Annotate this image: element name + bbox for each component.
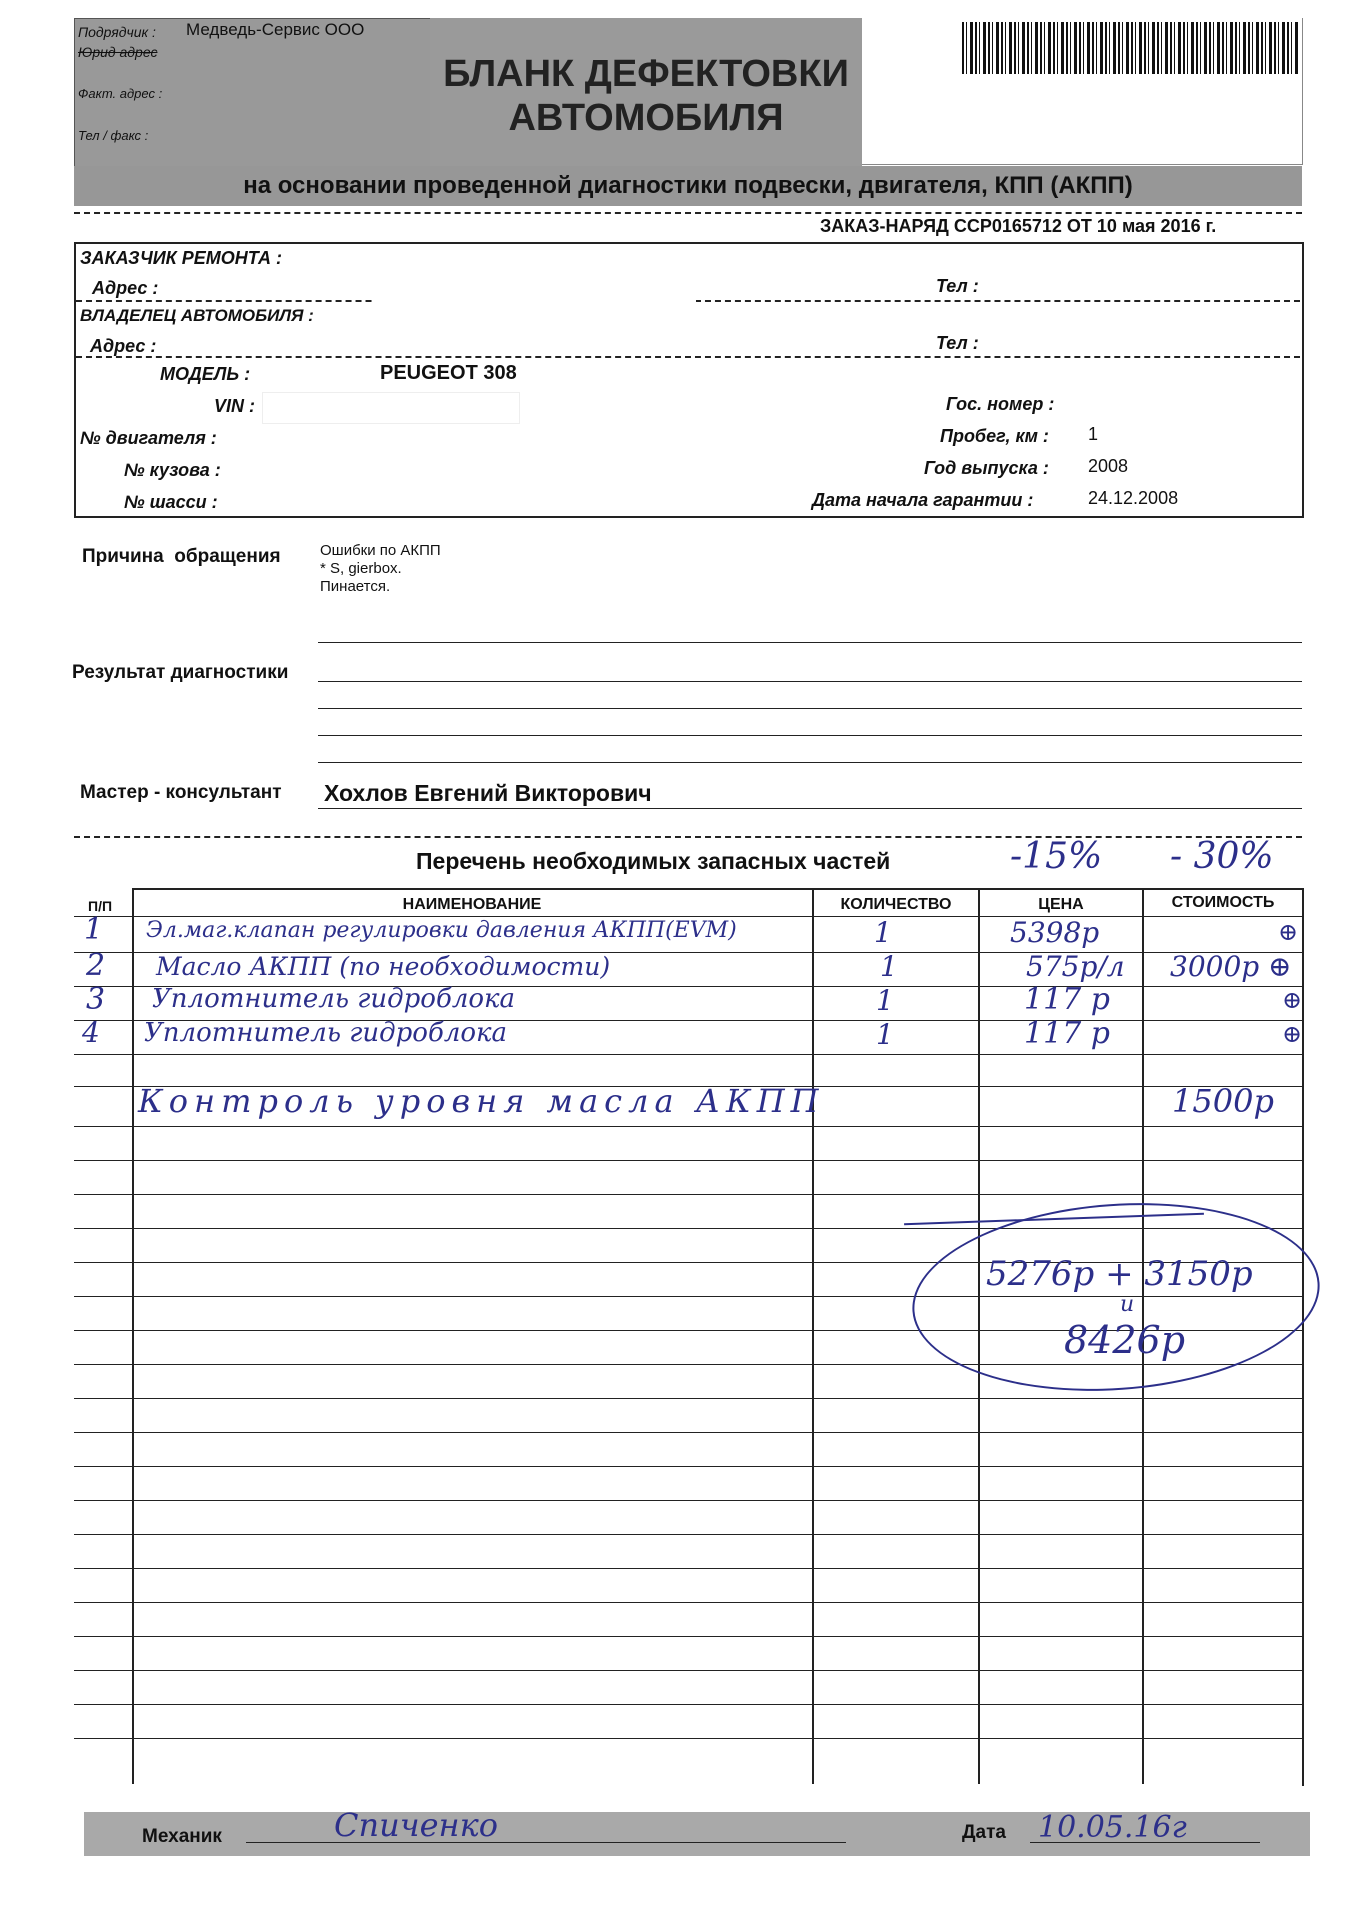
header-divider <box>74 212 1302 214</box>
row-num: 4 <box>82 1016 100 1049</box>
row-cost: 3000р ⊕ <box>1170 950 1292 983</box>
form-subtitle: на основании проведенной диагностики подвески, двигателя, КПП (АКПП) <box>243 172 1133 199</box>
table-rule <box>74 1500 1302 1501</box>
row-qty: 1 <box>880 950 898 983</box>
body-label: № кузова : <box>124 460 221 480</box>
row-name: Уплотнитель гидроблока <box>152 984 516 1014</box>
row-name: Уплотнитель гидроблока <box>144 1018 508 1048</box>
reason-line-1: Ошибки по АКПП <box>320 542 441 559</box>
mileage-label: Пробег, км : <box>940 426 1049 446</box>
row-num: 3 <box>86 982 106 1017</box>
reason-line-3: Пинается. <box>320 578 391 595</box>
form-title-line2: АВТОМОБИЛЯ <box>508 97 784 139</box>
row-cost: ⊕ <box>1278 918 1299 946</box>
section-divider <box>74 836 1302 838</box>
table-rule <box>74 1126 1302 1127</box>
col-header-price: ЦЕНА <box>1038 896 1084 913</box>
redaction-plate <box>1074 378 1222 416</box>
hand-discount-15: -15% <box>1010 836 1103 877</box>
mechanic-label: Механик <box>142 1826 222 1847</box>
col-header-num: П/П <box>88 898 113 914</box>
chassis-label: № шасси : <box>124 492 218 512</box>
owner-label: ВЛАДЕЛЕЦ АВТОМОБИЛЯ : <box>80 306 314 325</box>
row-price: 575р/л <box>1026 950 1125 983</box>
reason-rule-1 <box>318 642 1302 643</box>
table-rule <box>74 1636 1302 1637</box>
legal-address-label: Юрид адрес <box>78 44 158 60</box>
engine-label: № двигателя : <box>80 428 217 448</box>
row-name: Эл.маг.клапан регулировки давления АКПП(EVM) <box>146 918 737 943</box>
table-rule <box>74 1704 1302 1705</box>
diagnosis-rule-4 <box>318 762 1302 763</box>
col-header-qty: КОЛИЧЕСТВО <box>840 896 952 913</box>
table-rule <box>74 1602 1302 1603</box>
date-value: 10.05.16г <box>1038 1810 1187 1845</box>
table-rule <box>74 1398 1302 1399</box>
table-rule <box>74 1432 1302 1433</box>
model-value: PEUGEOT 308 <box>380 362 517 384</box>
date-label: Дата <box>962 1822 1006 1843</box>
master-rule <box>318 808 1302 809</box>
redaction-vin <box>262 392 520 424</box>
row-qty: 1 <box>876 984 894 1017</box>
table-rule <box>74 1670 1302 1671</box>
year-value: 2008 <box>1088 456 1129 476</box>
total-line-3: 8426р <box>1064 1318 1186 1362</box>
contractor-value: Медведь-Сервис ООО <box>186 20 365 39</box>
row-cost: 1500р <box>1172 1082 1274 1120</box>
table-rule <box>74 1738 1302 1739</box>
row-price: 117 р <box>1024 1016 1111 1051</box>
contractor-label: Подрядчик : <box>78 24 156 40</box>
row-num: 2 <box>86 948 106 983</box>
warranty-value: 24.12.2008 <box>1088 488 1179 508</box>
parts-title: Перечень необходимых запасных частей <box>416 848 891 874</box>
customer-phone-label: Тел : <box>936 276 979 296</box>
year-label: Год выпуска : <box>924 458 1049 478</box>
row-qty: 1 <box>876 1018 894 1051</box>
customer-label: ЗАКАЗЧИК РЕМОНТА : <box>80 248 283 268</box>
diagnosis-label: Результат диагностики <box>72 662 289 683</box>
row-price: 5398р <box>1010 916 1100 949</box>
row-price: 117 р <box>1024 982 1111 1017</box>
model-label: МОДЕЛЬ : <box>160 364 251 384</box>
table-row <box>0 1082 1358 1126</box>
order-line: ЗАКАЗ-НАРЯД CCP0165712 ОТ 10 мая 2016 г. <box>820 216 1217 236</box>
hand-discount-30: - 30% <box>1170 836 1274 877</box>
box-divider-2 <box>76 356 1300 358</box>
col-header-cost: СТОИМОСТЬ <box>1171 894 1275 911</box>
form-title <box>430 52 862 140</box>
form-title-line1: БЛАНК ДЕФЕКТОВКИ <box>443 53 849 95</box>
mechanic-signature: Спиченко <box>334 1806 498 1844</box>
table-row <box>0 982 1358 1020</box>
phone-fax-label: Тел / факс : <box>78 128 149 143</box>
reason-line-2: * S, gierbox. <box>320 560 402 577</box>
diagnosis-rule-1 <box>318 681 1302 682</box>
table-row <box>0 1016 1358 1054</box>
vin-label: VIN : <box>214 396 256 416</box>
master-label: Мастер - консультант <box>80 782 282 803</box>
table-row <box>0 912 1358 952</box>
reason-text <box>320 542 441 596</box>
mileage-value: 1 <box>1088 424 1099 444</box>
row-cost: ⊕ <box>1282 986 1303 1014</box>
owner-address-label: Адрес : <box>90 336 157 356</box>
table-rule <box>74 1194 1302 1195</box>
table-rule <box>74 1534 1302 1535</box>
col-header-name: НАИМЕНОВАНИЕ <box>402 896 542 913</box>
fact-address-label: Факт. адрес : <box>78 86 163 101</box>
diagnosis-rule-2 <box>318 708 1302 709</box>
warranty-label: Дата начала гарантии : <box>812 490 1034 510</box>
row-qty: 1 <box>874 916 892 949</box>
table-rule <box>74 1466 1302 1467</box>
table-rule <box>74 1568 1302 1569</box>
master-value: Хохлов Евгений Викторович <box>324 780 652 806</box>
redaction-phone <box>1004 266 1174 298</box>
row-name: Масло АКПП (по необходимости) <box>156 952 611 981</box>
table-rule <box>74 1160 1302 1161</box>
total-line-1: 5276р + 3150р <box>986 1254 1253 1294</box>
reason-label: Причина обращения <box>82 546 281 567</box>
row-num: 1 <box>84 912 104 947</box>
total-line-2: и <box>1120 1292 1135 1317</box>
plate-label: Гос. номер : <box>946 394 1055 414</box>
table-row <box>0 948 1358 986</box>
owner-phone-label: Тел : <box>936 333 979 353</box>
customer-address-label: Адрес : <box>92 278 159 298</box>
redaction-customer <box>374 248 696 334</box>
row-name: Контроль уровня масла АКПП <box>138 1082 825 1120</box>
header-right-frame <box>862 18 1303 165</box>
diagnosis-rule-3 <box>318 735 1302 736</box>
row-cost: ⊕ <box>1282 1020 1303 1048</box>
